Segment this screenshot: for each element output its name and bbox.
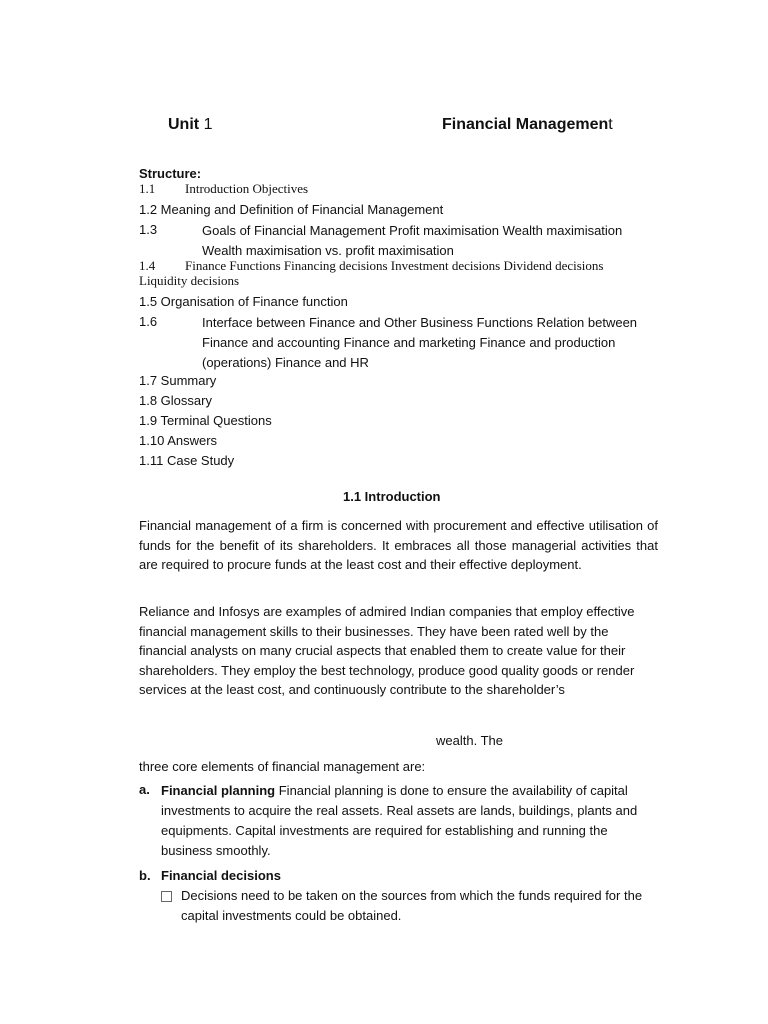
intro-paragraph-1: Financial management of a firm is concerned with procurement and effective utilisation of funds for the benefit of its shareholders. It embraces all those managerial activities that are required to procure funds at the least cost and their effective deployment. <box>139 518 658 573</box>
toc-item-1-2: 1.2 Meaning and Definition of Financial Management <box>139 202 444 217</box>
element-a-title: Financial planning <box>161 783 276 798</box>
wealth-line: wealth. The <box>436 733 503 748</box>
toc-item-1-11: 1.11 Case Study <box>139 453 235 468</box>
page-title <box>442 116 613 134</box>
toc-item-1-3-num: 1.3 <box>139 222 158 237</box>
toc-item-1-1-num: 1.1 <box>139 181 156 196</box>
intro-paragraph-2: Reliance and Infosys are examples of admired Indian companies that employ effective financial management skills to their businesses. They have been rated well by the financial analysts on many crucial aspects that enabled them to create value for their shareholders. They employ the best technology, produce good quality goods or render services at the least cost, and continuously contribute to the shareholder’s <box>139 604 635 698</box>
toc-item-1-5: 1.5 Organisation of Finance function <box>139 294 348 309</box>
page-title-last: t <box>608 116 613 133</box>
toc-item-1-6-num: 1.6 <box>139 314 158 329</box>
element-a-text: Financial planning is done to ensure the availability of capital investments to acquire the real assets. Real assets are lands, buildings, plants and equipments. Capital investments are required for establishing and running the business smoothly. <box>161 783 638 858</box>
element-b-label: b. <box>139 868 151 883</box>
toc-item-1-8: 1.8 Glossary <box>139 393 212 408</box>
toc-item-1-4-text: Finance Functions Financing decisions Investment decisions Dividend decisions Liquidity decisions <box>139 258 604 288</box>
toc-item-1-6-text: Interface between Finance and Other Business Functions Relation between Finance and accounting Finance and marketing Finance and production (operations) Finance and HR <box>202 315 638 370</box>
toc-item-1-10: 1.10 Answers <box>139 433 218 448</box>
toc-item-1-4-num: 1.4 <box>139 258 156 273</box>
unit-heading <box>168 116 212 134</box>
unit-label: Unit <box>168 116 200 133</box>
toc-item-1-1-text: Introduction Objectives <box>185 181 309 196</box>
toc-item-1-3-text: Goals of Financial Management Profit maximisation Wealth maximisation Wealth maximisation vs. profit maximisation <box>202 223 623 258</box>
element-b-bullet-text: Decisions need to be taken on the sources from which the funds required for the capital investments could be obtained. <box>181 888 643 923</box>
section-heading-introduction: 1.1 Introduction <box>343 489 441 504</box>
element-b-title: Financial decisions <box>161 868 281 883</box>
structure-heading: Structure: <box>139 166 202 181</box>
toc-item-1-9: 1.9 Terminal Questions <box>139 413 272 428</box>
element-a-label: a. <box>139 782 150 797</box>
unit-number: 1 <box>203 116 213 133</box>
toc-item-1-7: 1.7 Summary <box>139 373 217 388</box>
page-title-text: Financial Managemen <box>442 116 609 133</box>
core-elements-line: three core elements of financial management are: <box>139 759 426 774</box>
element-a-paragraph <box>161 781 646 861</box>
bullet-box-icon <box>161 889 172 904</box>
